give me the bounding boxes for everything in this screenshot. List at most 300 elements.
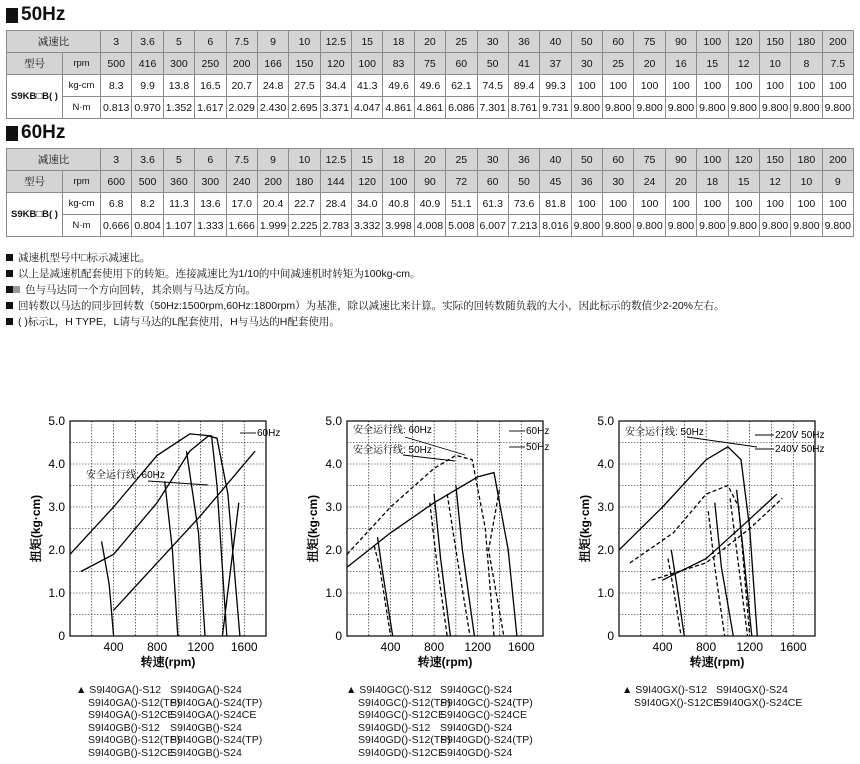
- nm-cell: 1.352: [163, 97, 194, 119]
- y-tick-label: 4.0: [48, 457, 65, 471]
- ratio-cell: 40: [540, 31, 571, 53]
- y-tick-label: 2.0: [597, 543, 614, 557]
- nm-cell: 1.666: [226, 215, 257, 237]
- chart-legend-1: [76, 684, 262, 759]
- rpm-cell: 360: [163, 171, 194, 193]
- rpm-cell: 100: [352, 53, 383, 75]
- x-tick-label: 800: [147, 640, 168, 654]
- nm-cell: 9.731: [540, 97, 571, 119]
- y-tick-label: 0: [335, 629, 342, 643]
- rpm-cell: 18: [697, 171, 728, 193]
- x-tick-label: 1600: [507, 640, 535, 654]
- rpm-cell: 15: [697, 53, 728, 75]
- nm-cell: 3.332: [352, 215, 383, 237]
- unit-label: rpm: [63, 53, 101, 75]
- y-tick-label: 3.0: [48, 500, 65, 514]
- rpm-cell: 10: [759, 53, 790, 75]
- ratio-cell: 60: [603, 31, 634, 53]
- nm-cell: 9.800: [697, 215, 728, 237]
- legend-row: S9I40GD()-S12 S9I40GD()-S24: [358, 721, 513, 734]
- nm-cell: 2.225: [289, 215, 320, 237]
- rpm-cell: 150: [289, 53, 320, 75]
- annotation-label: 安全运行线: 60Hz: [353, 425, 432, 436]
- ratio-cell: 200: [822, 31, 853, 53]
- kgcm-cell: 100: [728, 75, 759, 97]
- nm-cell: 2.430: [257, 97, 288, 119]
- kgcm-cell: 34.4: [320, 75, 351, 97]
- bullet-icon: [6, 302, 13, 309]
- x-tick-label: 400: [380, 640, 401, 654]
- rpm-cell: 600: [101, 171, 132, 193]
- rpm-cell: 30: [571, 53, 602, 75]
- kgcm-cell: 100: [603, 193, 634, 215]
- x-tick-label: 400: [652, 640, 673, 654]
- ratio-cell: 50: [571, 149, 602, 171]
- ratio-cell: 25: [446, 149, 477, 171]
- annotation-label: 60Hz: [526, 426, 550, 437]
- gray-square-icon: [13, 286, 20, 293]
- chart-legend-2: [346, 684, 533, 759]
- y-tick-label: 0: [607, 629, 614, 643]
- rpm-cell: 240: [226, 171, 257, 193]
- series-line: [81, 436, 240, 636]
- ratio-header: 减速比: [7, 31, 101, 53]
- y-axis-label: 扭矩(kg·cm): [29, 494, 43, 563]
- ratio-cell: 36: [508, 31, 539, 53]
- ratio-cell: 12.5: [320, 31, 351, 53]
- rpm-cell: 10: [791, 171, 822, 193]
- nm-cell: 2.029: [226, 97, 257, 119]
- note-item: ( )标示L，H TYPE，L请与马达的L配套使用，H与马达的H配套使用。: [6, 314, 725, 330]
- rpm-cell: 144: [320, 171, 351, 193]
- rpm-cell: 12: [728, 53, 759, 75]
- nm-cell: 9.800: [759, 97, 790, 119]
- ratio-cell: 50: [571, 31, 602, 53]
- table-row: [7, 31, 854, 53]
- chart-legend-3: [622, 684, 802, 709]
- section-title-50hz: [6, 4, 65, 26]
- unit-label: kg-cm: [63, 193, 101, 215]
- y-tick-label: 3.0: [325, 500, 342, 514]
- ratio-cell: 100: [697, 31, 728, 53]
- kgcm-cell: 20.4: [257, 193, 288, 215]
- legend-row: S9I40GX()-S12CES9I40GX()-S24CE: [634, 696, 803, 709]
- ratio-cell: 3: [101, 149, 132, 171]
- curve-line: [430, 503, 447, 636]
- kgcm-cell: 17.0: [226, 193, 257, 215]
- curve-line: [434, 494, 450, 636]
- ratio-cell: 30: [477, 31, 508, 53]
- annotation-label: 安全运行线: 50Hz: [625, 427, 704, 438]
- y-tick-label: 2.0: [325, 543, 342, 557]
- kgcm-cell: 81.8: [540, 193, 571, 215]
- y-tick-label: 4.0: [597, 457, 614, 471]
- nm-cell: 2.695: [289, 97, 320, 119]
- plot-area: [28, 414, 280, 669]
- x-tick-label: 1200: [187, 640, 215, 654]
- legend-row: S9I40GC()-S12CES9I40GC()-S24CE: [358, 709, 527, 721]
- legend-row: S9I40GD()-S12CES9I40GD()-S24: [358, 746, 513, 759]
- kgcm-cell: 100: [665, 193, 696, 215]
- x-tick-label: 800: [424, 640, 445, 654]
- table-row: [7, 149, 854, 171]
- ratio-header: 减速比: [7, 149, 101, 171]
- note-item: 减速机型号中□标示减速比。: [6, 250, 725, 266]
- x-tick-label: 400: [103, 640, 124, 654]
- annotation-label: 安全运行线: 60Hz: [86, 470, 165, 481]
- unit-label: rpm: [63, 171, 101, 193]
- rpm-cell: 37: [540, 53, 571, 75]
- rpm-cell: 166: [257, 53, 288, 75]
- kgcm-cell: 20.7: [226, 75, 257, 97]
- notes: [6, 250, 725, 330]
- nm-cell: 9.800: [728, 97, 759, 119]
- note-item: 色与马达同一个方向回转，其余则与马达反方向。: [6, 282, 725, 298]
- note-item: 以上是减速机配套使用下的转矩。连接减速比为1/10的中间减速机时转矩为100kg-cm。: [6, 266, 725, 282]
- nm-cell: 9.800: [822, 215, 853, 237]
- kgcm-cell: 40.9: [414, 193, 445, 215]
- nm-cell: 4.861: [383, 97, 414, 119]
- rpm-cell: 24: [634, 171, 665, 193]
- curve-line: [374, 546, 390, 636]
- ratio-cell: 36: [508, 149, 539, 171]
- legend-row: S9I40GA()-S12CES9I40GA()-S24CE: [88, 709, 257, 721]
- plot-area: [305, 414, 549, 669]
- kgcm-cell: 74.5: [477, 75, 508, 97]
- nm-cell: 9.800: [665, 97, 696, 119]
- torque-chart-2: [305, 405, 555, 680]
- kgcm-cell: 99.3: [540, 75, 571, 97]
- kgcm-cell: 61.3: [477, 193, 508, 215]
- kgcm-cell: 100: [759, 193, 790, 215]
- nm-cell: 1.333: [195, 215, 226, 237]
- rpm-cell: 50: [508, 171, 539, 193]
- ratio-cell: 5: [163, 149, 194, 171]
- annotation-label: 240V 50Hz: [775, 444, 825, 455]
- y-axis-label: 扭矩(kg·cm): [306, 494, 320, 563]
- x-tick-label: 1600: [779, 640, 807, 654]
- legend-row: S9I40GB()-S12CES9I40GB()-S24: [88, 746, 242, 759]
- nm-cell: 1.107: [163, 215, 194, 237]
- table-row: [7, 193, 854, 215]
- ratio-cell: 18: [383, 31, 414, 53]
- legend-row: ▲ S9I40GX()-S12 S9I40GX()-S24: [622, 684, 788, 696]
- x-tick-label: 800: [696, 640, 717, 654]
- kgcm-cell: 100: [634, 75, 665, 97]
- ratio-cell: 180: [791, 149, 822, 171]
- y-tick-label: 2.0: [48, 543, 65, 557]
- ratio-cell: 60: [603, 149, 634, 171]
- rpm-cell: 50: [477, 53, 508, 75]
- nm-cell: 4.047: [352, 97, 383, 119]
- nm-cell: 9.800: [791, 215, 822, 237]
- series-line: [347, 473, 517, 636]
- chart-svg: [305, 405, 555, 675]
- kgcm-cell: 8.2: [132, 193, 163, 215]
- nm-cell: 2.783: [320, 215, 351, 237]
- curve-line: [715, 503, 734, 636]
- nm-cell: 9.800: [759, 215, 790, 237]
- rpm-cell: 30: [603, 171, 634, 193]
- kgcm-cell: 100: [603, 75, 634, 97]
- kgcm-cell: 100: [791, 193, 822, 215]
- ratio-cell: 5: [163, 31, 194, 53]
- rpm-cell: 180: [289, 171, 320, 193]
- torque-chart-1: [28, 405, 281, 680]
- rpm-cell: 416: [132, 53, 163, 75]
- torque-chart-3: [577, 405, 827, 680]
- nm-cell: 9.800: [665, 215, 696, 237]
- series-line: [619, 447, 757, 636]
- kgcm-cell: 13.6: [195, 193, 226, 215]
- nm-cell: 6.007: [477, 215, 508, 237]
- spec-table-50hz: [6, 30, 854, 119]
- kgcm-cell: 100: [634, 193, 665, 215]
- ratio-cell: 20: [414, 149, 445, 171]
- note-item: 回转数以马达的同步回转数（50Hz:1500rpm,60Hz:1800rpm）为基准，除以减速比来计算。实际的回转数随负载的大小，因此标示的数值少2-20%左右。: [6, 298, 725, 314]
- y-tick-label: 1.0: [597, 586, 614, 600]
- kgcm-cell: 24.8: [257, 75, 288, 97]
- rpm-cell: 45: [540, 171, 571, 193]
- rpm-cell: 36: [571, 171, 602, 193]
- y-axis-label: 扭矩(kg·cm): [578, 494, 592, 563]
- ratio-cell: 180: [791, 31, 822, 53]
- kgcm-cell: 100: [759, 75, 790, 97]
- unit-label: N·m: [63, 97, 101, 119]
- section-title-text: 60Hz: [21, 122, 66, 143]
- kgcm-cell: 34.0: [352, 193, 383, 215]
- ratio-cell: 120: [728, 149, 759, 171]
- kgcm-cell: 13.8: [163, 75, 194, 97]
- chart-svg: [28, 405, 281, 675]
- ratio-cell: 200: [822, 149, 853, 171]
- ratio-cell: 25: [446, 31, 477, 53]
- kgcm-cell: 28.4: [320, 193, 351, 215]
- nm-cell: 3.998: [383, 215, 414, 237]
- kgcm-cell: 49.6: [383, 75, 414, 97]
- rpm-cell: 20: [665, 171, 696, 193]
- ratio-cell: 3.6: [132, 31, 163, 53]
- y-tick-label: 1.0: [325, 586, 342, 600]
- ratio-cell: 150: [759, 149, 790, 171]
- ratio-cell: 7.5: [226, 149, 257, 171]
- annotation-leader: [687, 437, 757, 447]
- nm-cell: 9.800: [822, 97, 853, 119]
- kgcm-cell: 100: [822, 75, 853, 97]
- x-axis-label: 转速(rpm): [689, 655, 745, 669]
- nm-cell: 9.800: [697, 97, 728, 119]
- y-tick-label: 5.0: [597, 414, 614, 428]
- x-tick-label: 1200: [464, 640, 492, 654]
- kgcm-cell: 27.5: [289, 75, 320, 97]
- rpm-cell: 120: [320, 53, 351, 75]
- rpm-cell: 90: [414, 171, 445, 193]
- rpm-cell: 25: [603, 53, 634, 75]
- nm-cell: 5.008: [446, 215, 477, 237]
- y-tick-label: 4.0: [325, 457, 342, 471]
- ratio-cell: 15: [352, 149, 383, 171]
- nm-cell: 6.086: [446, 97, 477, 119]
- bullet-icon: [6, 318, 13, 325]
- nm-cell: 1.999: [257, 215, 288, 237]
- rpm-cell: 250: [195, 53, 226, 75]
- bullet-icon: [6, 270, 13, 277]
- ratio-cell: 75: [634, 31, 665, 53]
- nm-cell: 9.800: [571, 215, 602, 237]
- y-tick-label: 1.0: [48, 586, 65, 600]
- legend-row: S9I40GC()-S12(TP)S9I40GC()-S24(TP): [358, 696, 533, 709]
- kgcm-cell: 6.8: [101, 193, 132, 215]
- rpm-cell: 75: [414, 53, 445, 75]
- bullet-icon: [6, 254, 13, 261]
- kgcm-cell: 100: [822, 193, 853, 215]
- kgcm-cell: 100: [697, 75, 728, 97]
- nm-cell: 0.804: [132, 215, 163, 237]
- ratio-cell: 18: [383, 149, 414, 171]
- kgcm-cell: 100: [728, 193, 759, 215]
- annotation-label: 50Hz: [526, 442, 550, 453]
- rpm-cell: 83: [383, 53, 414, 75]
- rpm-cell: 7.5: [822, 53, 853, 75]
- ratio-cell: 10: [289, 31, 320, 53]
- ratio-cell: 3.6: [132, 149, 163, 171]
- plot-area: [577, 414, 824, 669]
- kgcm-cell: 100: [571, 75, 602, 97]
- model-name: S9KB□B( ): [7, 193, 63, 237]
- nm-cell: 9.800: [603, 97, 634, 119]
- rpm-cell: 300: [195, 171, 226, 193]
- ratio-cell: 120: [728, 31, 759, 53]
- kgcm-cell: 16.5: [195, 75, 226, 97]
- section-title-text: 50Hz: [21, 4, 66, 25]
- ratio-cell: 7.5: [226, 31, 257, 53]
- ratio-cell: 30: [477, 149, 508, 171]
- nm-cell: 9.800: [728, 215, 759, 237]
- curve-line: [165, 481, 178, 636]
- annotation-label: 60Hz: [257, 428, 281, 439]
- kgcm-cell: 89.4: [508, 75, 539, 97]
- annotation-label: 220V 50Hz: [775, 430, 825, 441]
- rpm-cell: 60: [446, 53, 477, 75]
- kgcm-cell: 49.6: [414, 75, 445, 97]
- rpm-cell: 41: [508, 53, 539, 75]
- kgcm-cell: 100: [791, 75, 822, 97]
- ratio-cell: 90: [665, 149, 696, 171]
- nm-cell: 7.301: [477, 97, 508, 119]
- nm-cell: 0.813: [101, 97, 132, 119]
- nm-cell: 9.800: [603, 215, 634, 237]
- rpm-cell: 120: [352, 171, 383, 193]
- model-label: 型号: [7, 171, 63, 193]
- ratio-cell: 150: [759, 31, 790, 53]
- rpm-cell: 16: [665, 53, 696, 75]
- table-row: [7, 215, 854, 237]
- rpm-cell: 500: [101, 53, 132, 75]
- nm-cell: 0.666: [101, 215, 132, 237]
- x-axis-label: 转速(rpm): [140, 655, 196, 669]
- rpm-cell: 72: [446, 171, 477, 193]
- nm-cell: 9.800: [571, 97, 602, 119]
- kgcm-cell: 40.8: [383, 193, 414, 215]
- table-row: [7, 75, 854, 97]
- legend-row: ▲ S9I40GA()-S12 S9I40GA()-S24: [76, 684, 242, 696]
- rpm-cell: 100: [383, 171, 414, 193]
- ratio-cell: 10: [289, 149, 320, 171]
- nm-cell: 9.800: [634, 215, 665, 237]
- curve-line: [187, 451, 206, 636]
- ratio-cell: 100: [697, 149, 728, 171]
- nm-cell: 3.371: [320, 97, 351, 119]
- ratio-cell: 20: [414, 31, 445, 53]
- annotation-label: 安全运行线: 50Hz: [353, 445, 432, 456]
- ratio-cell: 75: [634, 149, 665, 171]
- legend-row: S9I40GD()-S12(TP)S9I40GD()-S24(TP): [358, 734, 533, 746]
- y-tick-label: 5.0: [48, 414, 65, 428]
- kgcm-cell: 22.7: [289, 193, 320, 215]
- y-tick-label: 0: [58, 629, 65, 643]
- model-name: S9KB□B( ): [7, 75, 63, 119]
- curve-line: [456, 486, 475, 637]
- legend-row: S9I40GB()-S12(TP)S9I40GB()-S24(TP): [88, 734, 263, 746]
- rpm-cell: 200: [257, 171, 288, 193]
- rpm-cell: 500: [132, 171, 163, 193]
- square-bullet-icon: [6, 126, 18, 141]
- rpm-cell: 300: [163, 53, 194, 75]
- ratio-cell: 6: [195, 31, 226, 53]
- rpm-cell: 200: [226, 53, 257, 75]
- ratio-cell: 6: [195, 149, 226, 171]
- kgcm-cell: 73.6: [508, 193, 539, 215]
- nm-cell: 4.008: [414, 215, 445, 237]
- square-bullet-icon: [6, 8, 18, 23]
- kgcm-cell: 41.3: [352, 75, 383, 97]
- kgcm-cell: 100: [571, 193, 602, 215]
- ratio-cell: 9: [257, 149, 288, 171]
- nm-cell: 8.016: [540, 215, 571, 237]
- bullet-icon: [6, 286, 13, 293]
- kgcm-cell: 9.9: [132, 75, 163, 97]
- ratio-cell: 3: [101, 31, 132, 53]
- nm-cell: 8.761: [508, 97, 539, 119]
- ratio-cell: 9: [257, 31, 288, 53]
- nm-cell: 1.617: [195, 97, 226, 119]
- ratio-cell: 15: [352, 31, 383, 53]
- kgcm-cell: 11.3: [163, 193, 194, 215]
- nm-cell: 4.861: [414, 97, 445, 119]
- rpm-cell: 8: [791, 53, 822, 75]
- spec-table-60hz: [6, 148, 854, 237]
- nm-cell: 0.970: [132, 97, 163, 119]
- unit-label: N·m: [63, 215, 101, 237]
- model-label: 型号: [7, 53, 63, 75]
- rpm-cell: 20: [634, 53, 665, 75]
- rpm-cell: 15: [728, 171, 759, 193]
- ratio-cell: 40: [540, 149, 571, 171]
- x-tick-label: 1200: [736, 640, 764, 654]
- table-row: [7, 53, 854, 75]
- legend-row: S9I40GA()-S12(TP)S9I40GA()-S24(TP): [88, 696, 263, 709]
- kgcm-cell: 8.3: [101, 75, 132, 97]
- section-title-60hz: [6, 122, 65, 144]
- ratio-cell: 90: [665, 31, 696, 53]
- chart-svg: [577, 405, 827, 675]
- nm-cell: 9.800: [634, 97, 665, 119]
- x-axis-label: 转速(rpm): [417, 655, 473, 669]
- nm-cell: 7.213: [508, 215, 539, 237]
- table-row: [7, 97, 854, 119]
- rpm-cell: 60: [477, 171, 508, 193]
- rpm-cell: 12: [759, 171, 790, 193]
